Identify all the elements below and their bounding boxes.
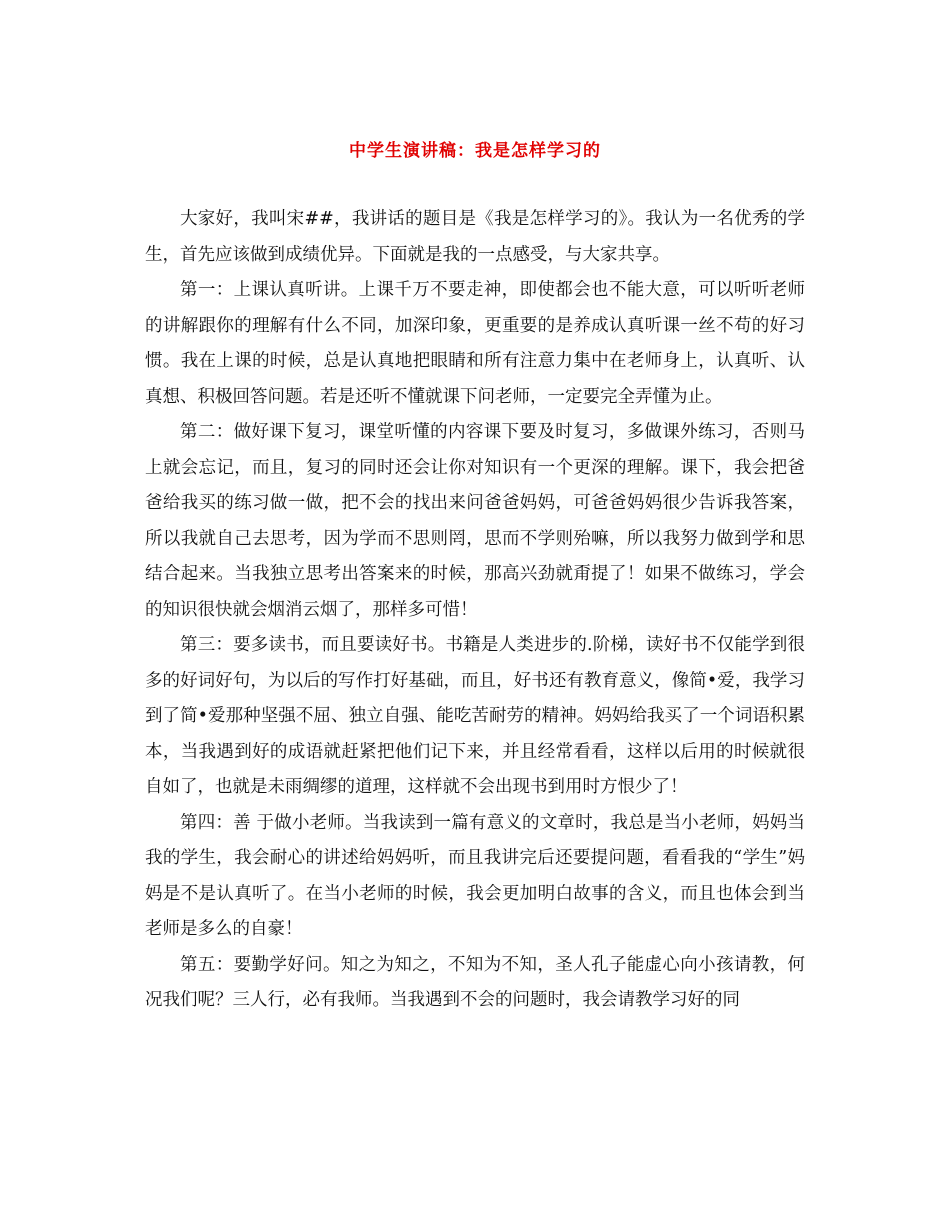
paragraph-point-4: 第四：善 于做小老师。当我读到一篇有意义的文章时，我总是当小老师，妈妈当我的学生，我会耐心的讲述给妈妈听，而且我讲完后还要提问题，看看我的“学生”妈妈是不是认真听了。在当小老师的时候，我会更加明白故事的含义，而且也体会到当老师是多么的自豪！ — [145, 812, 805, 939]
paragraph-intro: 大家好，我叫宋##，我讲话的题目是《我是怎样学习的》。我认为一名优秀的学生，首先应该做到成绩优异。下面就是我的一点感受，与大家共享。 — [145, 209, 805, 265]
document-body — [145, 202, 805, 1019]
paragraph-point-5: 第五：要勤学好问。知之为知之，不知为不知，圣人孔子能虚心向小孩请教，何况我们呢？三人行，必有我师。当我遇到不会的问题时，我会请教学习好的同 — [145, 954, 805, 1010]
paragraph-point-1: 第一：上课认真听讲。上课千万不要走神，即使都会也不能大意，可以听听老师的讲解跟你的理解有什么不同，加深印象，更重要的是养成认真听课一丝不苟的好习惯。我在上课的时候，总是认真地把眼睛和所有注意力集中在老师身上，认真听、认真想、积极回答问题。若是还听不懂就课下问老师，一定要完全弄懂为止。 — [145, 280, 805, 407]
paragraph-point-2: 第二：做好课下复习，课堂听懂的内容课下要及时复习，多做课外练习，否则马上就会忘记，而且，复习的同时还会让你对知识有一个更深的理解。课下，我会把爸爸给我买的练习做一做，把不会的找出来问爸爸妈妈，可爸爸妈妈很少告诉我答案，所以我就自己去思考，因为学而不思则罔，思而不学则殆嘛，所以我努力做到学和思结合起来。当我独立思考出答案来的时候，那高兴劲就甭提了！如果不做练习，学会的知识很快就会烟消云烟了，那样多可惜！ — [145, 422, 805, 620]
page-title: 中学生演讲稿：我是怎样学习的 — [349, 141, 601, 161]
paragraph-point-3: 第三：要多读书，而且要读好书。书籍是人类进步的.阶梯，读好书不仅能学到很多的好词好句，为以后的写作打好基础，而且，好书还有教育意义，像简•爱，我学习到了简•爱那种坚强不屈、独立自强、能吃苦耐劳的精神。妈妈给我买了一个词语积累本，当我遇到好的成语就赶紧把他们记下来，并且经常看看，这样以后用的时候就很自如了，也就是未雨绸缪的道理，这样就不会出现书到用时方恨少了！ — [145, 635, 805, 797]
